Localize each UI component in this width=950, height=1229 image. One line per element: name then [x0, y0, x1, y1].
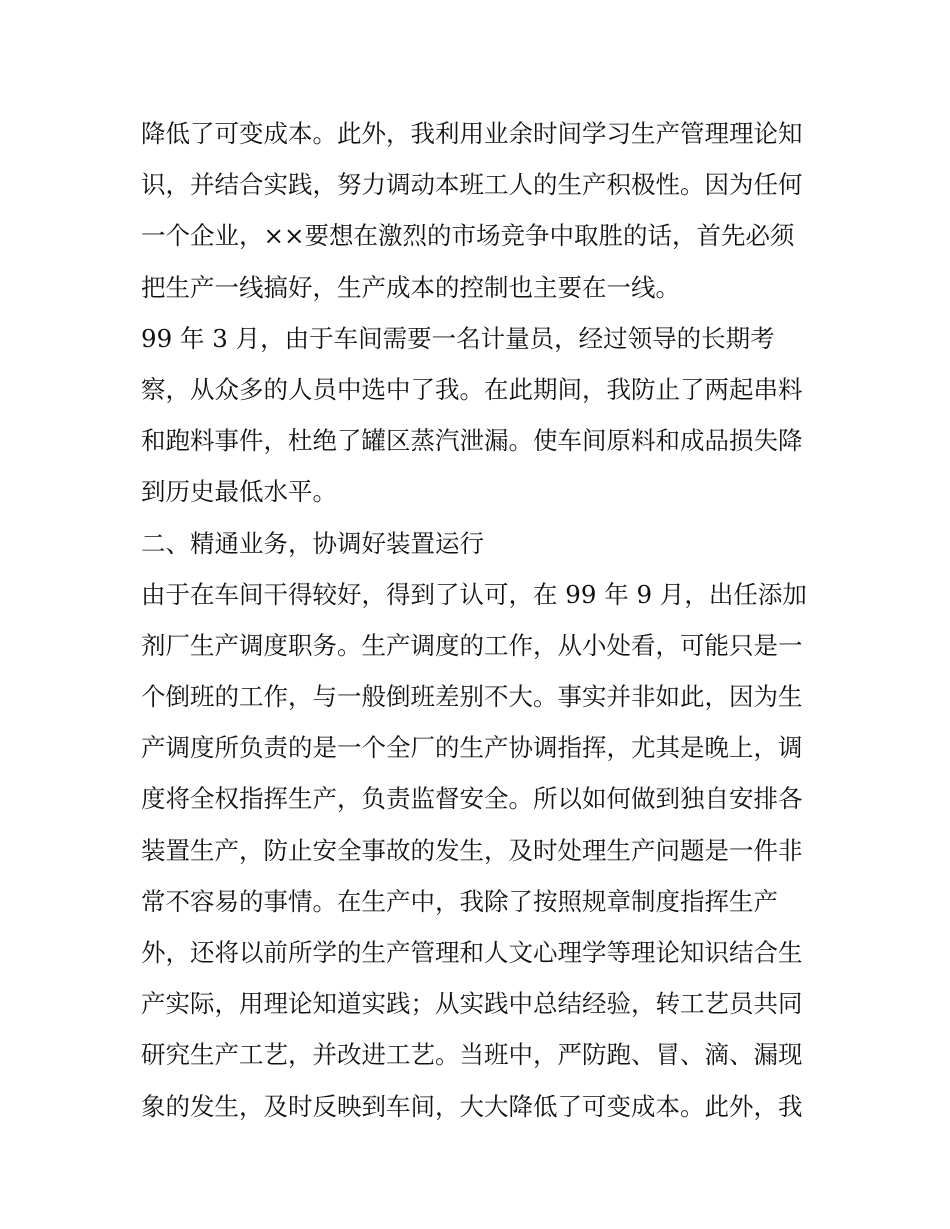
text-line: 个倒班的工作，与一般倒班差别不大。事实并非如此，因为生 [141, 682, 803, 712]
text-line: 研究生产工艺，并改进工艺。当班中，严防跑、冒、滴、漏现 [141, 1040, 803, 1070]
text-line: 察，从众多的人员中选中了我。在此期间，我防止了两起串料 [141, 374, 803, 404]
text-line: 剂厂生产调度职务。生产调度的工作，从小处看，可能只是一 [141, 630, 803, 660]
text-line: 降低了可变成本。此外，我利用业余时间学习生产管理理论知 [141, 119, 803, 148]
text-line: 由于在车间干得较好，得到了认可，在 99 年 9 月，出任添加 [141, 579, 807, 609]
text-line: 外，还将以前所学的生产管理和人文心理学等理论知识结合生 [141, 938, 803, 967]
text-line: 识，并结合实践，努力调动本班工人的生产积极性。因为任何 [141, 170, 803, 200]
text-line: 和跑料事件，杜绝了罐区蒸汽泄漏。使车间原料和成品损失降 [141, 426, 803, 456]
text-line: 99 年 3 月，由于车间需要一名计量员，经过领导的长期考 [141, 323, 775, 353]
text-line: 产实际，用理论知道实践；从实践中总结经验，转工艺员共同 [141, 989, 803, 1019]
text-line: 产调度所负责的是一个全厂的生产协调指挥，尤其是晚上，调 [141, 733, 803, 763]
text-line: 象的发生，及时反映到车间，大大降低了可变成本。此外，我 [141, 1091, 803, 1121]
section-heading: 二、精通业务，协调好装置运行 [141, 528, 484, 558]
text-line: 把生产一线搞好，生产成本的控制也主要在一线。 [141, 272, 680, 302]
body-text [141, 108, 821, 1132]
text-line: 到历史最低水平。 [141, 477, 337, 507]
text-line: 度将全权指挥生产，负责监督安全。所以如何做到独自安排各 [141, 784, 803, 814]
text-line: 一个企业，××要想在激烈的市场竞争中取胜的话，首先必须 [141, 221, 795, 251]
text-line: 常不容易的事情。在生产中，我除了按照规章制度指挥生产 [141, 886, 778, 916]
text-line: 装置生产，防止安全事故的发生，及时处理生产问题是一件非 [141, 835, 803, 865]
